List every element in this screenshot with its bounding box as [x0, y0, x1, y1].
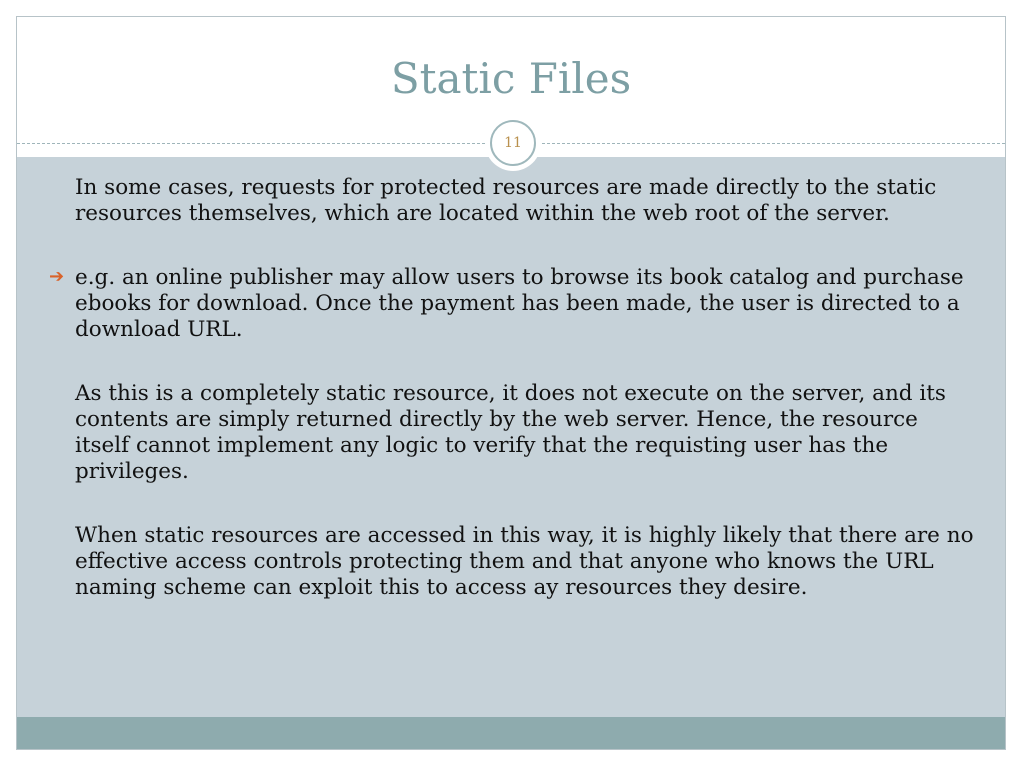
paragraph: [75, 523, 975, 601]
slide: [16, 16, 1006, 750]
paragraph: [75, 381, 975, 485]
page-number-badge: [485, 115, 541, 171]
page-number: 11: [490, 120, 536, 166]
slide-body: [17, 175, 1005, 601]
arrow-right-icon: ➔: [49, 266, 65, 287]
paragraph-text: e.g. an online publisher may allow users to browse its book catalog and purchase ebooks for download. Once the payment has been made, the user is directed to a download URL.: [75, 265, 964, 342]
footer-band: [17, 717, 1005, 750]
paragraph-text: In some cases, requests for protected resources are made directly to the static resources themselves, which are located within the web root of the server.: [75, 175, 937, 226]
paragraph-text: When static resources are accessed in this way, it is highly likely that there are no effective access controls protecting them and that anyone who knows the URL naming scheme can exploit this to access ay resources they desire.: [75, 523, 974, 600]
slide-title: Static Files: [390, 54, 632, 103]
paragraph: [75, 175, 975, 227]
paragraph-text: As this is a completely static resource, it does not execute on the server, and its contents are simply returned directly by the web server. Hence, the resource itself cannot implement any logic to verify that the requisting user has the privileges.: [75, 381, 946, 484]
bullet-paragraph: [49, 265, 975, 343]
